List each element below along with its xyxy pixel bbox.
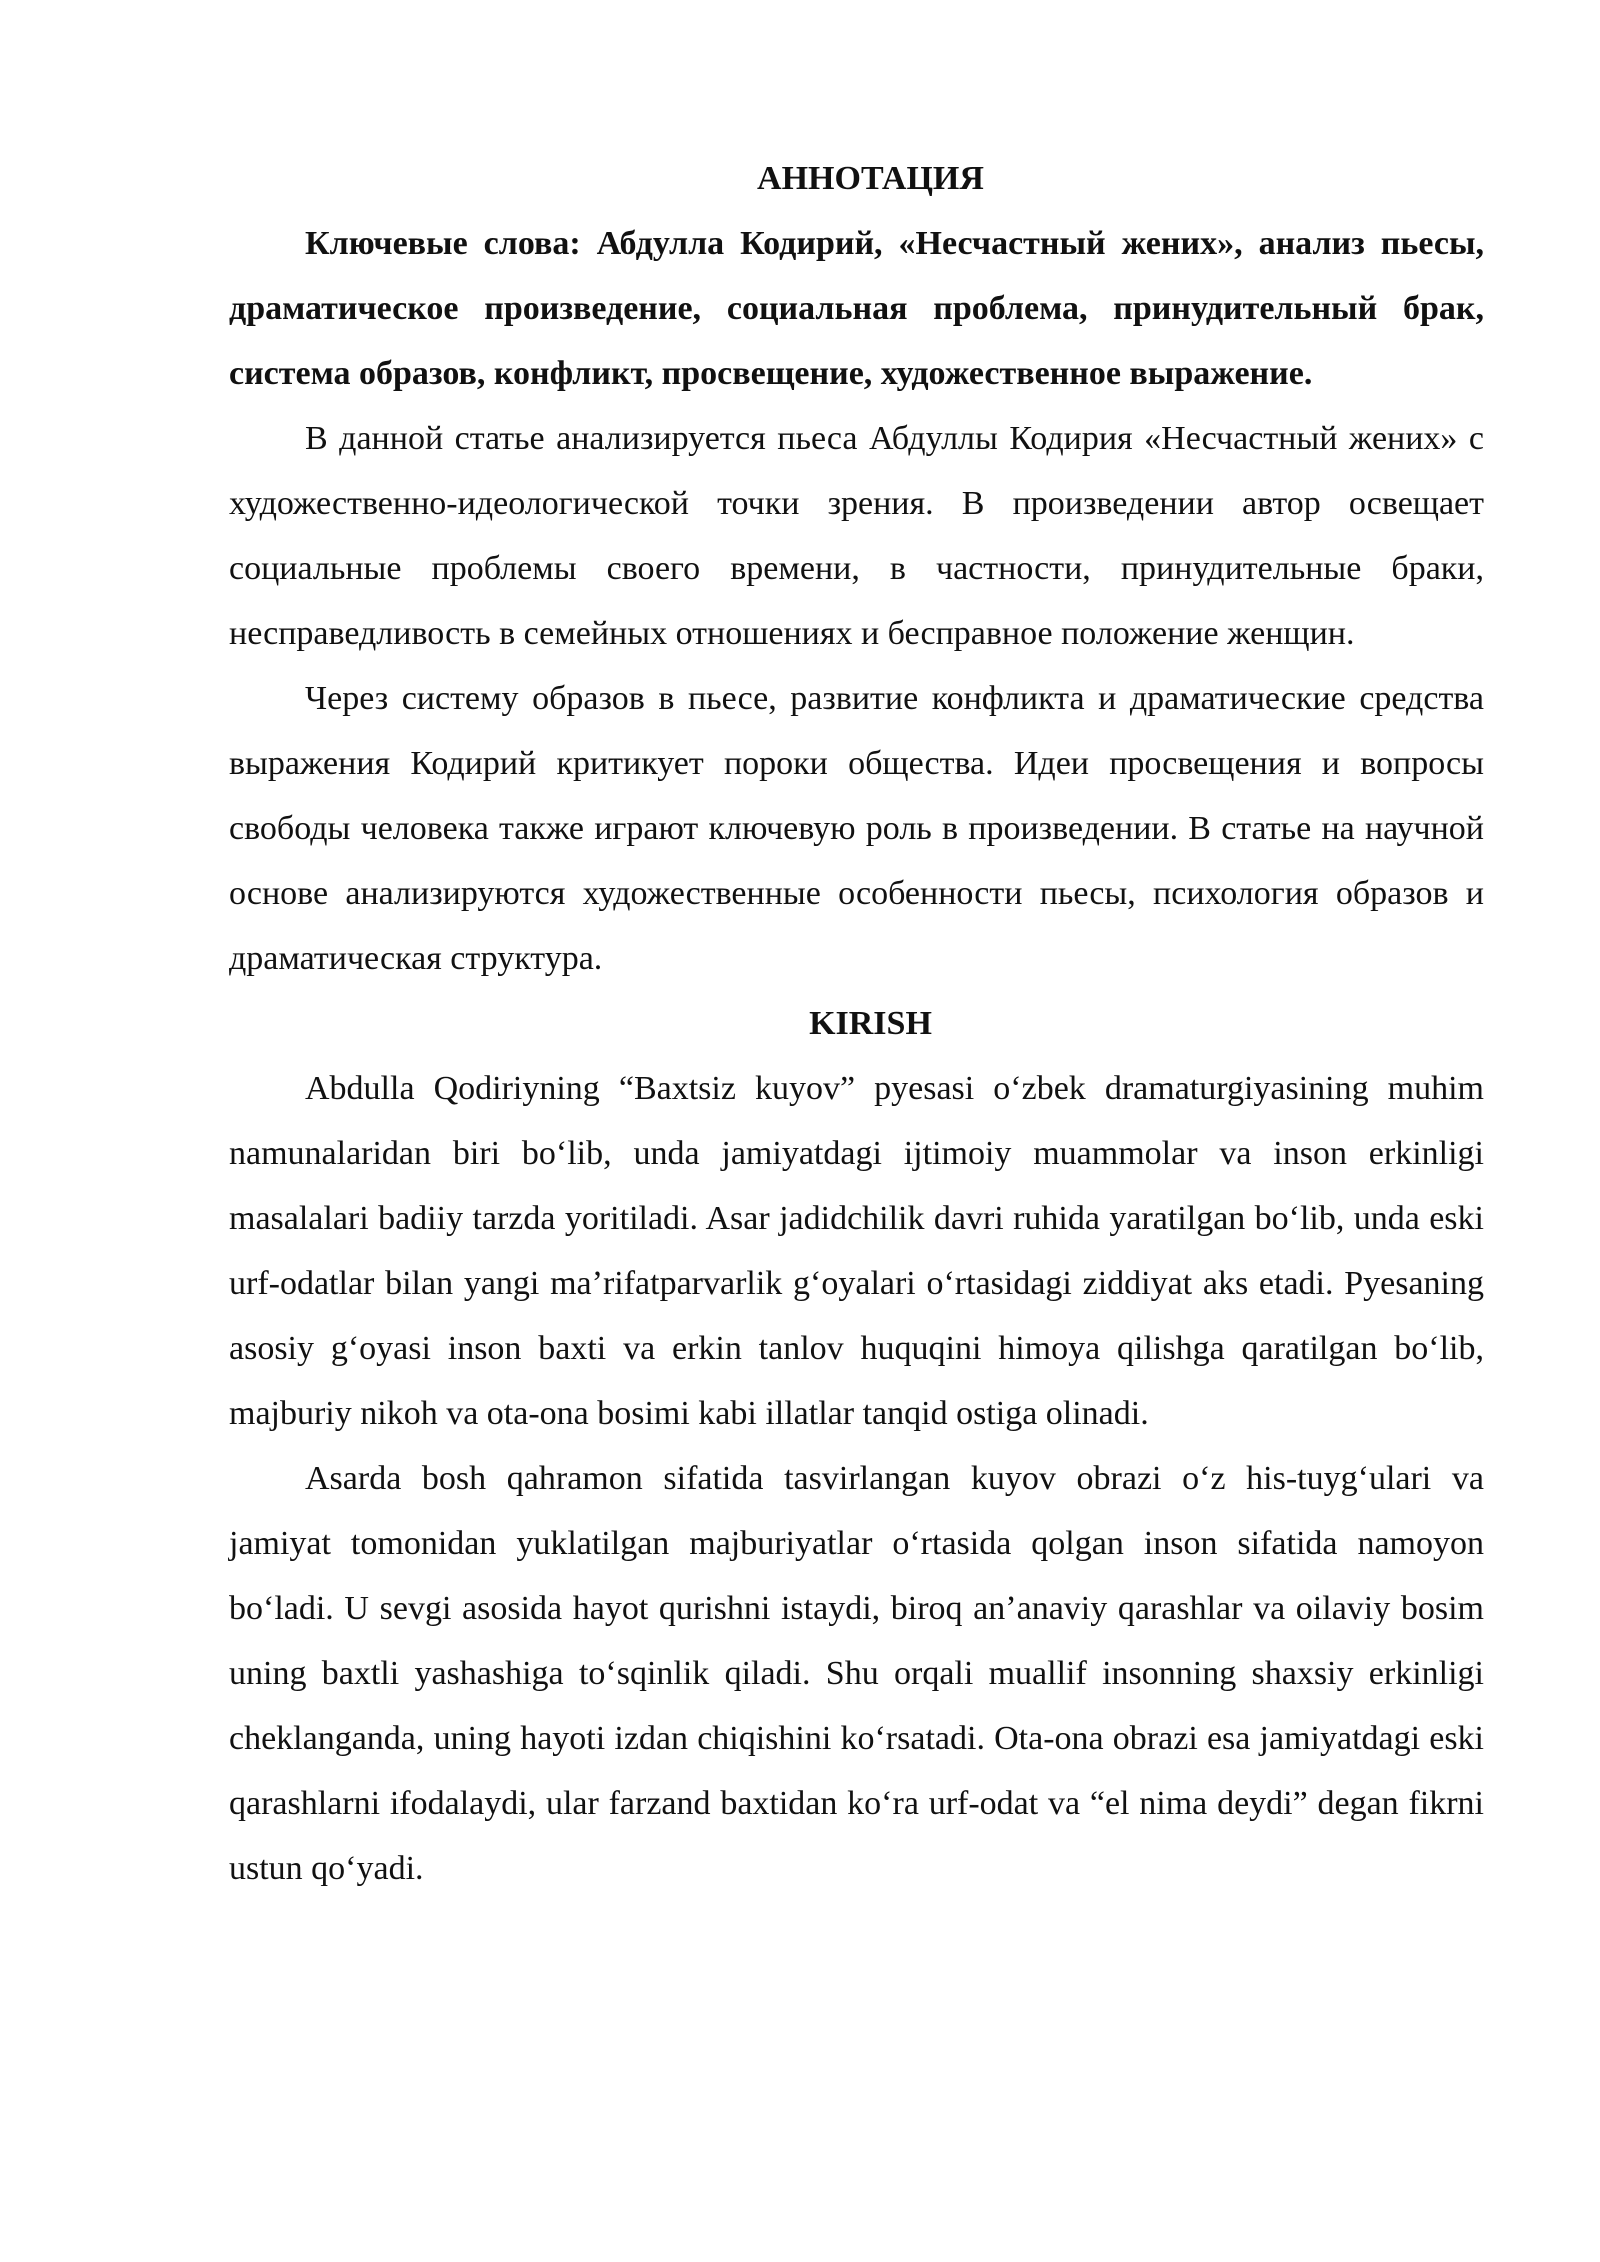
page-content (229, 146, 1484, 1901)
introduction-heading: KIRISH (809, 1005, 932, 1042)
annotation-paragraph-1: В данной статье анализируется пьеса Абдуллы Кодирия «Несчастный жених» с художественно-идеологической точки зрения. В произведении автор освещает социальные проблемы своего времени, в частности, принудительные браки, несправедливость в семейных отношениях и бесправное положение женщин. (229, 420, 1484, 652)
annotation-heading: АННОТАЦИЯ (757, 160, 984, 197)
introduction-paragraph-2: Asarda bosh qahramon sifatida tasvirlangan kuyov obrazi oʻz his-tuygʻulari va jamiyat tomonidan yuklatilgan majburiyatlar oʻrtasida qolgan inson sifatida namoyon boʻladi. U sevgi asosida hayot qurishni istaydi, biroq anʼanaviy qarashlar va oilaviy bosim uning baxtli yashashiga toʻsqinlik qiladi. Shu orqali muallif insonning shaxsiy erkinligi cheklanganda, uning hayoti izdan chiqishini koʻrsatadi. Ota-ona obrazi esa jamiyatdagi eski qarashlarni ifodalaydi, ular farzand baxtidan koʻra urf-odat va “el nima deydi” degan fikrni ustun qoʻyadi. (229, 1460, 1484, 1887)
keywords-paragraph: Ключевые слова: Абдулла Кодирий, «Несчастный жених», анализ пьесы, драматическое произведение, социальная проблема, принудительный брак, система образов, конфликт, просвещение, художественное выражение. (229, 225, 1484, 392)
annotation-paragraph-2: Через систему образов в пьесе, развитие конфликта и драматические средства выражения Кодирий критикует пороки общества. Идеи просвещения и вопросы свободы человека также играют ключевую роль в произведении. В статье на научной основе анализируются художественные особенности пьесы, психология образов и драматическая структура. (229, 680, 1484, 977)
introduction-paragraph-1: Abdulla Qodiriyning “Baxtsiz kuyov” pyesasi oʻzbek dramaturgiyasining muhim namunalaridan biri boʻlib, unda jamiyatdagi ijtimoiy muammolar va inson erkinligi masalalari badiiy tarzda yoritiladi. Asar jadidchilik davri ruhida yaratilgan boʻlib, unda eski urf-odatlar bilan yangi maʼrifatparvarlik gʻoyalari oʻrtasidagi ziddiyat aks etadi. Pyesaning asosiy gʻoyasi inson baxti va erkin tanlov huquqini himoya qilishga qaratilgan boʻlib, majburiy nikoh va ota-ona bosimi kabi illatlar tanqid ostiga olinadi. (229, 1070, 1484, 1432)
